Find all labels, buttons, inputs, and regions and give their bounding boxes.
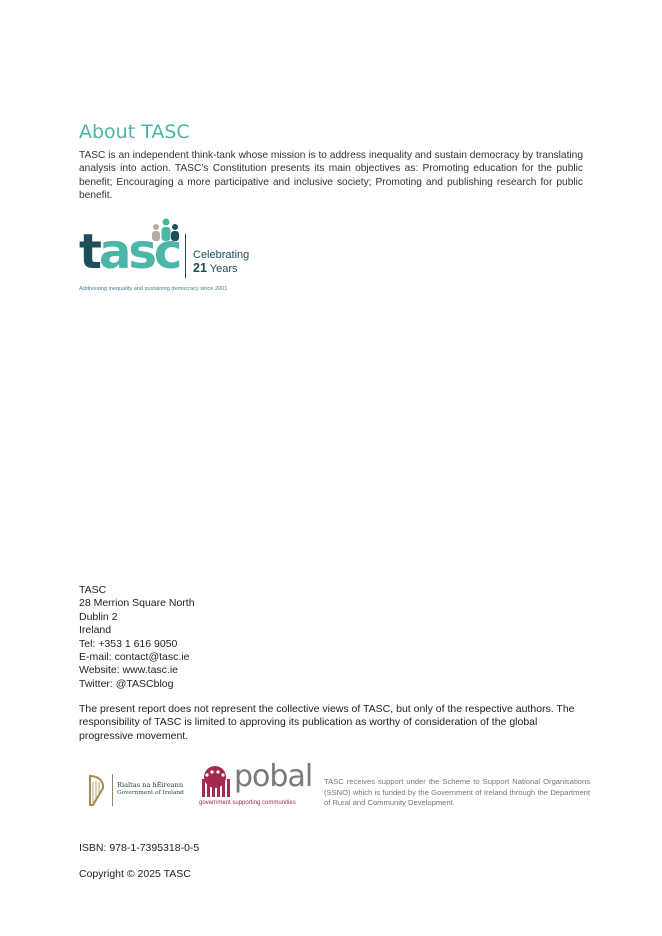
contact-twitter: Twitter: @TASCblog	[79, 677, 174, 690]
years-label: Years	[209, 263, 238, 275]
logo-years	[193, 262, 238, 276]
government-of-ireland-logo	[85, 772, 187, 810]
contact-country: Ireland	[79, 624, 112, 637]
logo-divider	[185, 234, 186, 278]
gov-divider	[112, 774, 113, 806]
contact-org: TASC	[79, 584, 107, 596]
contact-website: Website: www.tasc.ie	[79, 664, 179, 677]
wordmark-asc: asc	[98, 224, 180, 280]
pobal-logo	[197, 759, 313, 811]
funding-support-note: TASC receives support under the Scheme to Support National Organisations (SSNO) which is funded by the Government of Ireland through the Department of Rural and Community Development.	[324, 777, 590, 807]
contact-tel: Tel: +353 1 616 9050	[79, 637, 178, 650]
contact-email: E-mail: contact@tasc.ie	[79, 651, 190, 664]
pobal-tagline: government supporting communities	[199, 800, 296, 806]
years-number: 21	[193, 261, 207, 275]
contact-block	[79, 584, 195, 691]
wordmark-t: t	[79, 224, 99, 280]
contact-address-line1: 28 Merrion Square North	[79, 597, 195, 610]
gov-name-irish: Rialtas na hÉireann	[117, 781, 184, 789]
tasc-wordmark	[79, 226, 179, 278]
pobal-wordmark: pobal	[234, 759, 313, 794]
disclaimer: The present report does not represent the collective views of TASC, but only of the respective authors. The responsibility of TASC is limited to approving its publication as worthy of consideration of the global progressive movement.	[79, 703, 575, 742]
tasc-logo	[79, 218, 269, 298]
about-title: About TASC	[79, 121, 190, 143]
gov-name-english: Government of Ireland	[117, 790, 184, 796]
about-description: TASC is an independent think-tank whose mission is to address inequality and sustain democracy by translating analysis into action. TASC’s Constitution presents its main objectives as: Promoting education for the public benefit; Encouraging a more participative and inclusive society; Promoting and publishing research for public benefit.	[79, 150, 583, 202]
contact-address-line2: Dublin 2	[79, 610, 118, 623]
harp-icon	[85, 774, 107, 808]
logo-celebrating: Celebrating	[193, 249, 250, 261]
logo-tagline: Addressing inequality and sustaining democracy since 2001	[79, 286, 228, 292]
pobal-people-icon	[197, 765, 233, 799]
isbn: ISBN: 978-1-7395318-0-5	[79, 842, 200, 854]
copyright: Copyright © 2025 TASC	[79, 868, 191, 880]
